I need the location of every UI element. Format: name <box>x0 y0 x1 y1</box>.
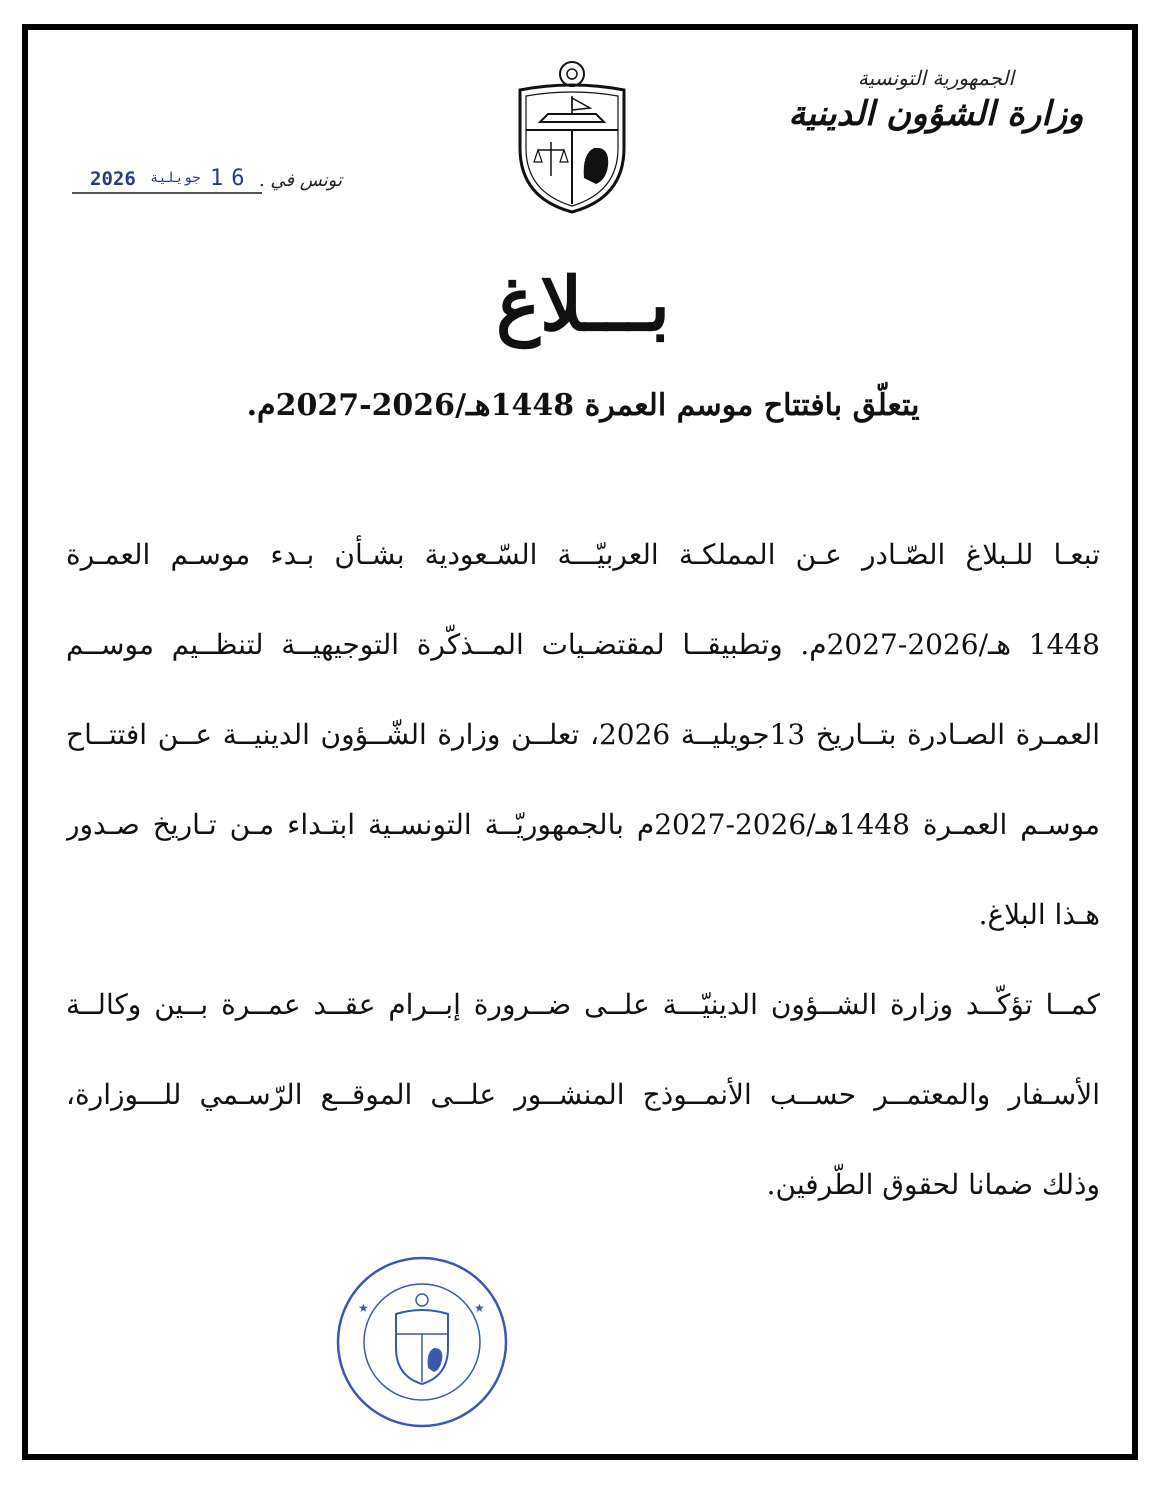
paragraph-2-line: وذلك ضمانا لحقوق الطّرفين. <box>766 1168 1100 1201</box>
paragraph-1-line: 1448 هـ/2026-2027م. وتطبيقــا لمقتضـيات المــذكّرة التوجيهيــة لتنظــيم موســم <box>66 628 1100 661</box>
document-title: بـــلاغ <box>496 262 670 348</box>
date-fill <box>72 166 262 194</box>
republic-name: الجمهورية التونسية <box>857 66 1015 90</box>
document-subject: يتعلّق بافتتاح موسم العمرة 1448هـ/2026-2027م. <box>246 388 920 423</box>
paragraph-2-line: الأسـفار والمعتمــر حســب الأنمــوذج المنشــور علــى الموقــع الرّسـمي للـــوزارة، <box>66 1078 1100 1111</box>
date-label: تونس في . <box>258 170 342 191</box>
svg-text:★: ★ <box>358 1301 369 1315</box>
letterhead <box>786 66 1086 134</box>
date-day: 16 <box>210 166 253 191</box>
paragraph-2-line: كمــا تؤكّــد وزارة الشــؤون الدينيّـــة علــى ضــرورة إبــرام عقــد عمــرة بــين وكالــة <box>66 988 1100 1021</box>
official-stamp-icon <box>332 1252 512 1432</box>
date-month: جويلية <box>150 170 201 186</box>
paragraph-1-line: موسـم العمـرة 1448هـ/2026-2027م بالجمهوريّــة التونسـية ابتـداء مـن تـاريخ صـدور <box>66 808 1100 841</box>
paragraph-1-line: العمـرة الصـادرة بتــاريخ 13جويليــة 2026، تعلــن وزارة الشّــؤون الدينيــة عــن افتتــاح <box>66 718 1100 751</box>
paragraph-1 <box>66 510 1100 960</box>
date-year: 2026 <box>90 168 136 190</box>
ministry-name: وزارة الشؤون الدينية <box>788 94 1084 134</box>
svg-text:★: ★ <box>474 1301 485 1315</box>
paragraph-2 <box>66 960 1100 1230</box>
paragraph-1-line: هـذا البلاغ. <box>978 898 1100 931</box>
tunisia-coat-of-arms-icon <box>510 58 634 216</box>
paragraph-1-line: تبعـا للـبلاغ الصّـادر عـن المملكـة العربيّـــة السّـعودية بشـأن بـدء موسـم العمـرة <box>66 538 1100 571</box>
date-line <box>72 166 342 196</box>
